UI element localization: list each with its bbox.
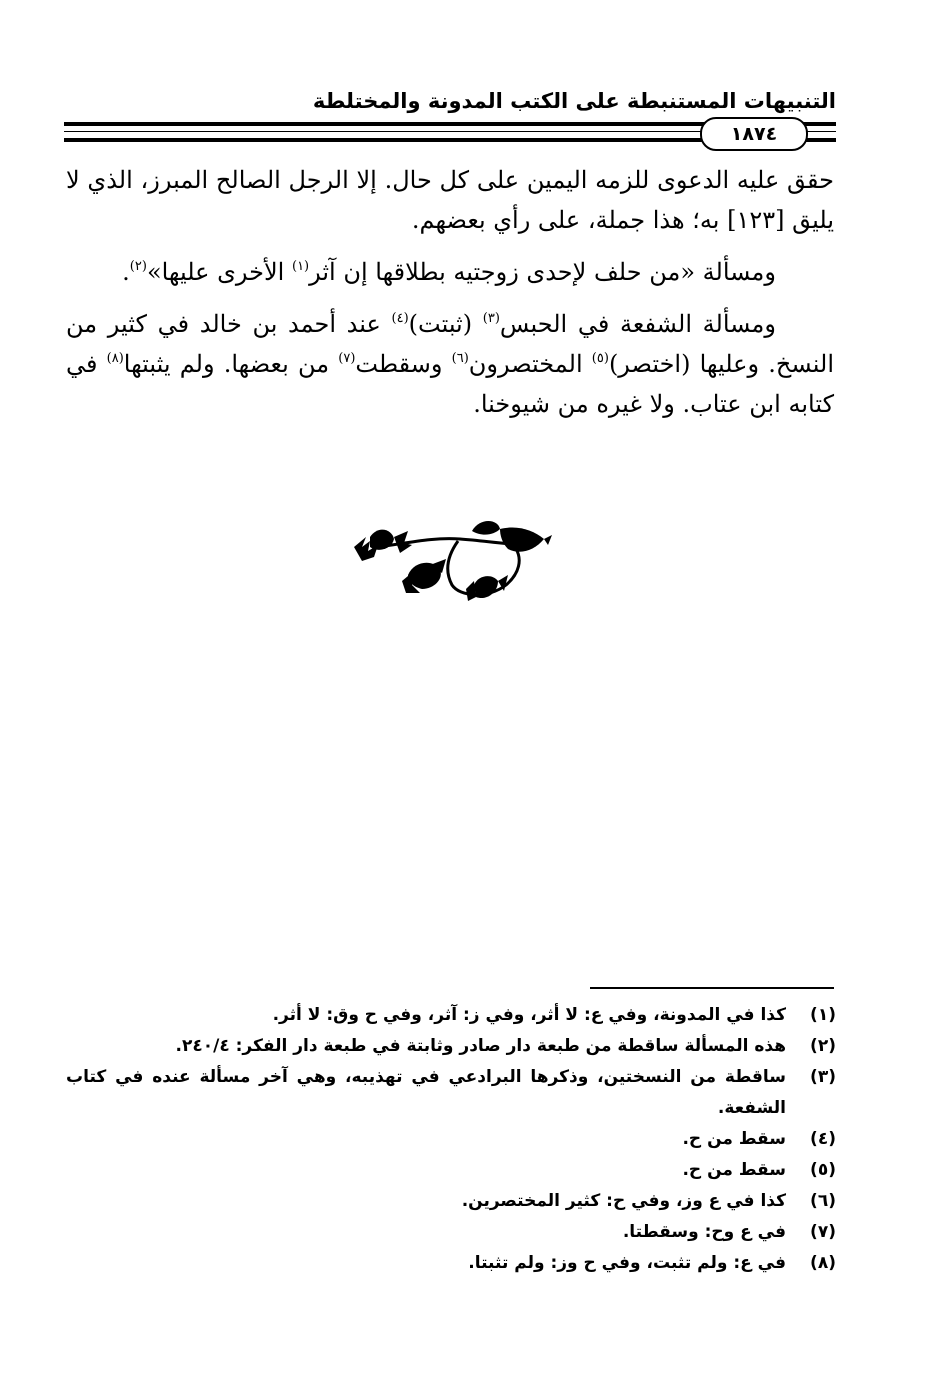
footnote-3 [66,1062,836,1124]
footnote-ref-2[interactable]: (٢) [129,259,147,274]
footnote-5 [66,1155,836,1186]
paragraph-3-text-d: المختصرون [468,350,592,378]
footnote-text: في ع: ولم تثبت، وفي ح وز: ولم تثبتا. [468,1253,786,1273]
footnote-number: (٦) [810,1191,836,1211]
footnote-number: (٣) [810,1067,836,1087]
footnote-ref-4[interactable]: (٤) [391,311,409,326]
footnote-7 [66,1217,836,1248]
footnote-text: في ع وح: وسقطتا. [622,1222,786,1242]
footnote-text: كذا في المدونة، وفي ع: لا أثر، وفي ز: آثر، وفي ح وق: لا أثر. [272,1005,786,1025]
footnote-8 [66,1248,836,1279]
footnote-number: (٢) [810,1036,836,1056]
footnote-text: هذه المسألة ساقطة من طبعة دار صادر وثابتة في طبعة دار الفكر: ٢٤٠/٤. [175,1036,786,1056]
paragraph-3-text-c: عند أحمد بن خالد في كثير من النسخ. وعليها (اختصر) [66,310,834,378]
footnote-ref-8[interactable]: (٨) [106,351,124,366]
footnote-text: ساقطة من النسختين، وذكرها البرادعي في تهذيبه، وهي آخر مسألة عنده في كتاب الشفعة. [66,1067,786,1118]
footnote-1 [66,1000,836,1031]
paragraph-2 [66,252,834,292]
footnote-ref-3[interactable]: (٣) [482,311,500,326]
paragraph-2-text-a: ومسألة «من حلف لإحدى زوجتيه بطلاقها إن آثر [309,258,776,286]
footnote-number: (١) [810,1005,836,1025]
footnote-ref-5[interactable]: (٥) [591,351,609,366]
footnote-ref-1[interactable]: (١) [291,259,310,274]
footnote-number: (٥) [810,1160,836,1180]
footnote-ref-7[interactable]: (٧) [338,351,356,366]
paragraph-1 [66,160,834,240]
paragraph-3-text-b: (ثبتت) [408,310,483,338]
page-number: ١٨٧٤ [700,117,808,151]
footnote-number: (٧) [810,1222,836,1242]
paragraph-3 [66,304,834,424]
footnote-number: (٨) [810,1253,836,1273]
footnote-6 [66,1186,836,1217]
footnote-2 [66,1031,836,1062]
paragraph-2-text-b: الأخرى عليها» [146,258,292,286]
paragraph-3-text-f: من بعضها. ولم يثبتها [123,350,339,378]
main-text [66,160,834,436]
footnote-text: سقط من ح. [682,1129,786,1149]
paragraph-1-text: حقق عليه الدعوى للزمه اليمين على كل حال. إلا الرجل الصالح المبرز، الذي لا يليق [١٢٣] به؛ هذا جملة، على رأي بعضهم. [66,166,834,234]
running-title: التنبيهات المستنبطة على الكتب المدونة والمختلطة [312,89,836,113]
paragraph-2-text-c: . [122,258,130,286]
footnote-separator [590,987,834,989]
paragraph-3-text-g: في كتابه ابن عتاب. ولا غيره من شيوخنا. [66,350,834,418]
footnotes [66,1000,836,1279]
footnote-number: (٤) [810,1129,836,1149]
footnote-text: سقط من ح. [682,1160,786,1180]
footnote-4 [66,1124,836,1155]
paragraph-3-text-e: وسقطت [355,350,452,378]
footnote-text: كذا في ع وز، وفي ح: كثير المختصرين. [461,1191,786,1211]
floral-ornament-icon [348,515,554,607]
footnote-ref-6[interactable]: (٦) [451,351,469,366]
paragraph-3-text-a: ومسألة الشفعة في الحبس [499,310,776,338]
